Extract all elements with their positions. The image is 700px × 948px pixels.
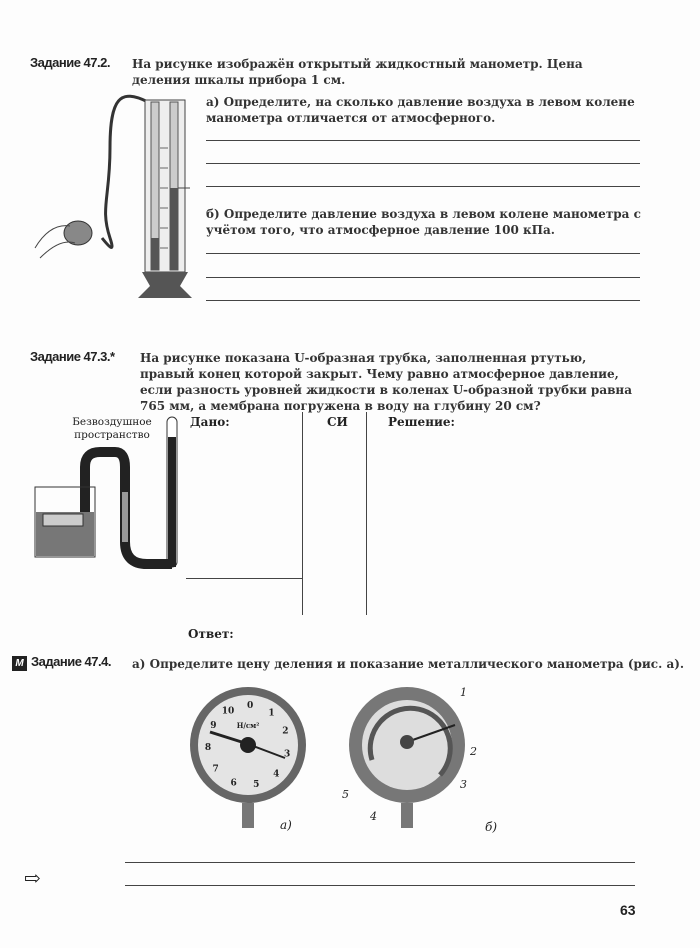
part-label-4: 4 xyxy=(370,810,377,823)
figure-a-label: а) xyxy=(280,818,292,832)
gauge-scale-label: 1 xyxy=(268,708,275,719)
solution-heading: Решение: xyxy=(388,415,455,429)
part-label-1: 1 xyxy=(460,686,467,699)
answer-line[interactable] xyxy=(125,862,635,863)
task-47-2-question-a: а) Определите, на сколько давление воздуха в левом колене манометра отличается от атмосферного. xyxy=(206,95,635,125)
page-number: 63 xyxy=(620,902,636,918)
vacuum-label: Безвоздушное пространство xyxy=(72,416,152,441)
task-47-2-text: На рисунке изображён открытый жидкостный манометр. Цена деления шкалы прибора 1 см. xyxy=(132,57,583,87)
gauge-scale-label: 7 xyxy=(212,764,219,775)
answer-line[interactable] xyxy=(206,140,640,141)
part-label-5: 5 xyxy=(342,788,349,801)
gauge-scale-label: 9 xyxy=(210,721,217,731)
answer-line[interactable] xyxy=(125,885,635,886)
task-47-3-text: На рисунке показана U-образная трубка, заполненная ртутью, правый конец которой закрыт. Чему равно атмосферное давление, если разность уровней жидкости в коленах U-образной трубки равна 765 мм, а мембрана погружена в воду на глубину 20 см? xyxy=(140,351,632,413)
divider xyxy=(366,412,367,615)
given-divider xyxy=(186,578,302,579)
m-badge-icon: М xyxy=(12,656,27,671)
divider xyxy=(302,412,303,615)
liquid-manometer-figure xyxy=(30,88,200,303)
gauge-scale-label: 2 xyxy=(282,726,289,737)
task-47-2-question-b: б) Определите давление воздуха в левом колене манометра с учётом того, что атмосферное давление 100 кПа. xyxy=(206,207,641,237)
part-label-3: 3 xyxy=(460,778,467,791)
gauge-scale-label: 5 xyxy=(253,780,260,791)
gauge-scale-label: 4 xyxy=(273,769,280,780)
task-47-4-text: а) Определите цену деления и показание металлического манометра (рис. а). xyxy=(132,657,685,671)
part-label-2: 2 xyxy=(470,745,477,758)
gauge-scale-label: 6 xyxy=(230,778,237,789)
task-47-2-title: Задание 47.2. xyxy=(30,55,110,70)
gauge-scale-label: 8 xyxy=(204,743,212,754)
u-tube-figure xyxy=(25,412,185,587)
gauge-scale-label: 0 xyxy=(246,701,254,712)
hint-arrow-icon: ⇨ xyxy=(24,866,41,890)
answer-line[interactable] xyxy=(206,277,640,278)
figure-b-label: б) xyxy=(485,820,498,834)
task-47-4-title: Задание 47.4. xyxy=(31,654,111,669)
metal-manometer-figures xyxy=(185,680,505,840)
answer-line[interactable] xyxy=(206,253,640,254)
gauge-b xyxy=(349,687,465,828)
answer-label: Ответ: xyxy=(188,627,234,641)
answer-line[interactable] xyxy=(206,300,640,301)
task-47-3-title: Задание 47.3.* xyxy=(30,349,115,364)
gauge-a xyxy=(190,687,306,828)
answer-line[interactable] xyxy=(206,186,640,187)
gauge-scale-label: 3 xyxy=(283,749,291,760)
gauge-unit-label: Н/см² xyxy=(236,721,260,730)
given-heading: Дано: xyxy=(190,415,230,429)
si-heading: СИ xyxy=(327,415,348,429)
gauge-scale-label: 10 xyxy=(221,706,235,717)
answer-line[interactable] xyxy=(206,163,640,164)
